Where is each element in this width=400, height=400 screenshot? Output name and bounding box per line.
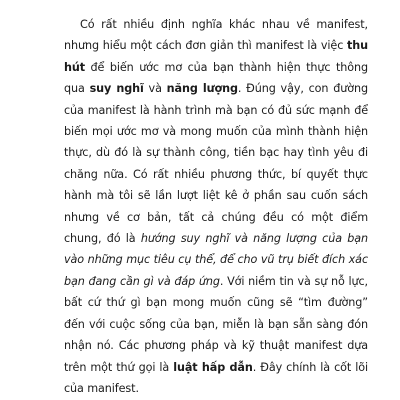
text-segment: để biến ước mơ của bạn thành hiện thực thông qua [64, 60, 368, 96]
italic-phrase: hướng suy nghĩ và năng lượng của bạn vào những mục tiêu cụ thể, để cho vũ trụ biết đích xác bạn đang cần gì và đáp ứng [64, 232, 369, 288]
bold-term-suy-nghi: suy nghĩ [89, 82, 144, 96]
text-segment: . Đúng vậy, con đường của manifest là hành trình mà bạn có đủ sức mạnh để biến mọi ước mơ và mong muốn của mình thành hiện thực, dù đó là sự thành công, tiền bạc hay tình yêu đi chăng nữa. Có rất nhiều phương thức, bí quyết thực hành mà tôi sẽ lần lượt liệt kê ở phần sau cuốn sách nhưng về cơ bản, tất cả chúng đều có một điểm chung, đó là [64, 82, 368, 246]
text-segment: . Với niềm tin và sự nỗ lực, bất cứ thứ gì bạn mong muốn cũng sẽ “tìm đường” đến với cuộc sống của bạn, miễn là bạn sẵn sàng đón nhận nó. Các phương pháp và kỹ thuật manifest dựa trên một thứ gọi là [64, 274, 369, 374]
text-segment: Có rất nhiều định nghĩa khác nhau về manifest, nhưng hiểu một cách đơn giản thì manifest là việc [64, 18, 368, 53]
text-segment: . Đây chính là cốt lõi của manifest. [64, 360, 368, 395]
bold-term-nang-luong: năng lượng [166, 82, 238, 96]
bold-term-thu-hut: thu hút [64, 39, 368, 74]
text-segment: và [143, 82, 167, 96]
bold-term-luat-hap-dan: luật hấp dẫn [173, 360, 253, 374]
body-paragraph [64, 14, 368, 399]
